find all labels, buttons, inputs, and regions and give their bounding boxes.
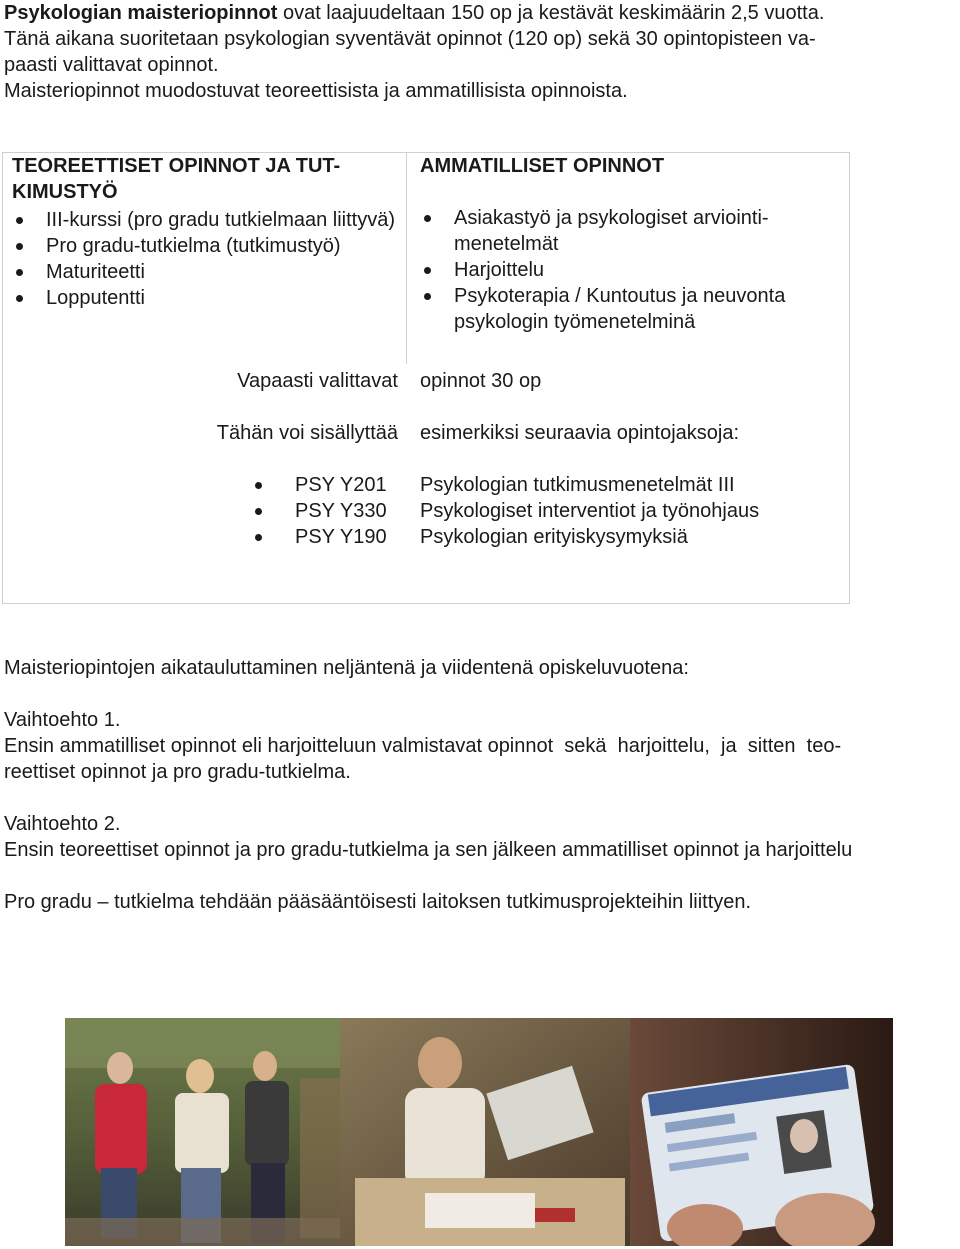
elective-label: Vapaasti valittavat [237,370,398,392]
option-1-line-2: reettiset opinnot ja pro gradu-tutkielma. [4,761,351,783]
theoretical-studies-column [12,153,396,311]
option-1-line-1: Ensin ammatilliset opinnot eli harjoitteluun valmistavat opinnot sekä harjoittelu, ja sitten teo- [4,735,842,757]
list-item: Psykoterapia / Kuntoutus ja neuvonta psykologin työmenetelminä [420,283,840,335]
option-1-title: Vaihtoehto 1. [4,709,121,731]
list-item: Asiakastyö ja psykologiset arviointi-menetelmät [420,205,840,257]
list-item: Lopputentti [12,285,396,311]
theoretical-list [12,207,396,311]
course-name: Psykologiset interventiot ja työnohjaus [420,500,760,522]
intro-paragraph [4,0,954,104]
students-photo [65,1018,893,1246]
bullet-icon [16,295,23,302]
include-value: esimerkiksi seuraavia opintojaksoja: [420,422,740,444]
intro-line-4: Maisteriopinnot muodostuvat teoreettisista ja ammatillisista opinnoista. [4,80,628,102]
theoretical-heading: TEOREETTISET OPINNOT JA TUT- KIMUSTYÖ [12,155,341,203]
schedule-heading: Maisteriopintojen aikatauluttaminen neljäntenä ja viidentenä opiskeluvuotena: [4,657,689,679]
course-name: Psykologian tutkimusmenetelmät III [420,474,735,496]
professional-heading: AMMATILLISET OPINNOT [420,155,665,177]
bullet-icon [16,269,23,276]
elective-value: opinnot 30 op [420,370,542,392]
bullet-icon [16,243,23,250]
bullet-icon [255,534,262,541]
intro-line-3: paasti valittavat opinnot. [4,54,219,76]
intro-line-2: Tänä aikana suoritetaan psykologian syventävät opinnot (120 op) sekä 30 opintopisteen va- [4,28,816,50]
intro-bold-lead: Psykologian maisteriopinnot [4,2,278,24]
option-2-line-1: Ensin teoreettiset opinnot ja pro gradu-tutkielma ja sen jälkeen ammatilliset opinnot ja harjoittelu [4,839,853,861]
bullet-icon [424,215,431,222]
bullet-icon [255,508,262,515]
list-item: Pro gradu-tutkielma (tutkimustyö) [12,233,396,259]
list-item: III-kurssi (pro gradu tutkielmaan liittyvä) [12,207,396,233]
closing-paragraph: Pro gradu – tutkielma tehdään pääsääntöisesti laitoksen tutkimusprojekteihin liittyen. [4,891,752,913]
bullet-icon [424,293,431,300]
bullet-icon [424,267,431,274]
list-item: Harjoittelu [420,257,840,283]
include-label: Tähän voi sisällyttää [216,422,398,444]
list-item: Maturiteetti [12,259,396,285]
professional-studies-column [420,153,840,335]
professional-list [420,205,840,335]
course-name: Psykologian erityiskysymyksiä [420,526,688,548]
table-divider [406,152,407,364]
bullet-icon [16,217,23,224]
option-2-title: Vaihtoehto 2. [4,813,121,835]
bullet-icon [255,482,262,489]
photo-collage [65,1018,893,1246]
intro-line-1: Psykologian maisteriopinnot ovat laajuudeltaan 150 op ja kestävät keskimäärin 2,5 vuotta. [4,2,825,24]
